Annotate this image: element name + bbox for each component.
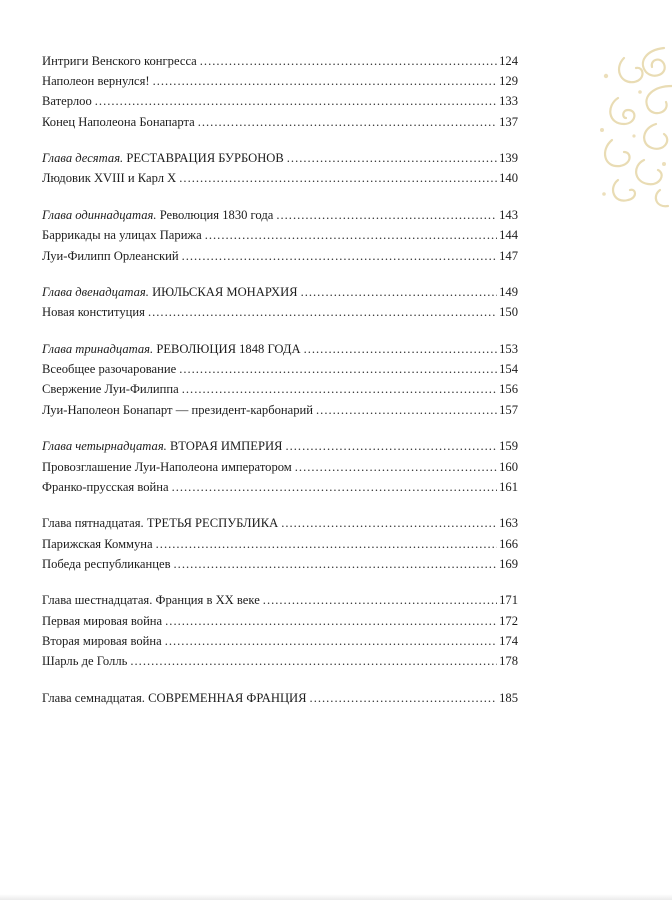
toc-entry[interactable] xyxy=(42,590,518,610)
toc-section xyxy=(42,148,518,188)
page-number: 169 xyxy=(499,556,518,571)
entry-title-text: Глава шестнадцатая. Франция в XX веке xyxy=(42,593,260,608)
toc-section xyxy=(42,339,518,420)
toc-entry[interactable] xyxy=(42,246,518,266)
dot-leader xyxy=(285,436,497,456)
toc-entry[interactable] xyxy=(42,651,518,671)
page-number: 161 xyxy=(499,479,518,494)
dot-leader xyxy=(310,688,498,708)
dot-leader xyxy=(172,477,498,497)
dot-leader xyxy=(205,225,497,245)
dot-leader xyxy=(304,339,498,359)
page-number: 163 xyxy=(499,516,518,531)
toc-entry-title xyxy=(42,91,95,111)
entry-title-text: ВТОРАЯ ИМПЕРИЯ xyxy=(169,439,283,454)
page-number: 174 xyxy=(499,633,518,648)
toc-section xyxy=(42,282,518,322)
page-number: 157 xyxy=(499,402,518,417)
page-number: 149 xyxy=(499,285,518,300)
toc-entry-title xyxy=(42,205,276,225)
page-number: 153 xyxy=(499,342,518,357)
dot-leader xyxy=(200,51,497,71)
toc-entry[interactable] xyxy=(42,302,518,322)
dot-leader xyxy=(182,379,497,399)
toc-entry[interactable] xyxy=(42,457,518,477)
entry-title-text: Победа республиканцев xyxy=(42,556,171,571)
page-number: 139 xyxy=(499,151,518,166)
toc-entry-title xyxy=(42,688,310,708)
toc-entry[interactable] xyxy=(42,513,518,533)
toc-entry-title xyxy=(42,246,182,266)
entry-title-text: Луи-Наполеон Бонапарт — президент-карбонарий xyxy=(42,402,314,417)
toc-entry-title xyxy=(42,51,200,71)
toc-entry-title xyxy=(42,477,172,497)
toc-entry[interactable] xyxy=(42,112,518,132)
toc-entry[interactable] xyxy=(42,534,518,554)
toc-entry-title xyxy=(42,379,182,399)
chapter-label: Глава одиннадцатая. xyxy=(42,208,157,223)
toc-entry[interactable] xyxy=(42,400,518,420)
entry-title-text: Всеобщее разочарование xyxy=(42,362,177,377)
page-number: 178 xyxy=(499,654,518,668)
page-number: 156 xyxy=(499,382,518,397)
toc-entry[interactable] xyxy=(42,611,518,631)
toc-section xyxy=(42,513,518,574)
page-number: 185 xyxy=(499,690,518,705)
entry-title-text: Глава семнадцатая. СОВРЕМЕННАЯ ФРАНЦИЯ xyxy=(42,690,307,705)
page-number: 147 xyxy=(499,248,518,263)
dot-leader xyxy=(130,651,497,671)
toc-entry-title xyxy=(42,631,165,651)
toc-entry-title xyxy=(42,611,165,631)
chapter-label: Глава двенадцатая. xyxy=(42,285,149,300)
entry-title-text: Глава пятнадцатая. ТРЕТЬЯ РЕСПУБЛИКА xyxy=(42,516,279,531)
toc-section xyxy=(42,688,518,708)
toc-section xyxy=(42,590,518,671)
toc-entry-title xyxy=(42,457,295,477)
toc-entry-title xyxy=(42,282,301,302)
toc-entry-title xyxy=(42,651,130,671)
toc-entry[interactable] xyxy=(42,205,518,225)
toc-entry[interactable] xyxy=(42,379,518,399)
dot-leader xyxy=(179,359,497,379)
toc-section xyxy=(42,436,518,497)
entry-title-text: ИЮЛЬСКАЯ МОНАРХИЯ xyxy=(152,285,298,300)
entry-title-text: Баррикады на улицах Парижа xyxy=(42,228,202,243)
page-number: 150 xyxy=(499,305,518,320)
entry-title-text: Первая мировая война xyxy=(42,613,163,628)
page-number: 144 xyxy=(499,228,518,243)
toc-entry[interactable] xyxy=(42,359,518,379)
page-number: 133 xyxy=(499,94,518,109)
entry-title-text: Шарль де Голль xyxy=(42,654,128,668)
toc-entry-title xyxy=(42,400,316,420)
page-number: 143 xyxy=(499,208,518,223)
dot-leader xyxy=(316,400,497,420)
toc-entry-title xyxy=(42,436,285,456)
toc-entry[interactable] xyxy=(42,168,518,188)
dot-leader xyxy=(198,112,497,132)
toc-entry[interactable] xyxy=(42,71,518,91)
dot-leader xyxy=(174,554,498,574)
toc-entry[interactable] xyxy=(42,225,518,245)
dot-leader xyxy=(156,534,497,554)
toc-entry-title xyxy=(42,359,179,379)
toc-entry[interactable] xyxy=(42,51,518,71)
toc-entry-title xyxy=(42,590,263,610)
dot-leader xyxy=(276,205,497,225)
toc-entry[interactable] xyxy=(42,436,518,456)
entry-title-text: Парижская Коммуна xyxy=(42,536,153,551)
dot-leader xyxy=(165,611,497,631)
entry-title-text: Свержение Луи-Филиппа xyxy=(42,382,179,397)
chapter-label: Глава четырнадцатая. xyxy=(42,439,167,454)
decorative-flourish-icon xyxy=(594,40,672,210)
page-number: 166 xyxy=(499,536,518,551)
dot-leader xyxy=(295,457,497,477)
toc-entry-title xyxy=(42,71,153,91)
entry-title-text: Франко-прусская война xyxy=(42,479,169,494)
entry-title-text: РЕВОЛЮЦИЯ 1848 ГОДА xyxy=(156,342,301,357)
entry-title-text: Ватерлоо xyxy=(42,94,92,109)
toc-entry[interactable] xyxy=(42,339,518,359)
toc-entry[interactable] xyxy=(42,91,518,111)
dot-leader xyxy=(148,302,497,322)
page-number: 160 xyxy=(499,459,518,474)
dot-leader xyxy=(179,168,497,188)
dot-leader xyxy=(165,631,497,651)
chapter-label: Глава десятая. xyxy=(42,151,124,166)
toc-entry-title xyxy=(42,554,174,574)
toc-entry[interactable] xyxy=(42,631,518,651)
entry-title-text: Наполеон вернулся! xyxy=(42,74,150,89)
page-number: 154 xyxy=(499,362,518,377)
toc-entry-title xyxy=(42,513,281,533)
toc-entry[interactable] xyxy=(42,148,518,168)
page-number: 159 xyxy=(499,439,518,454)
page-number: 129 xyxy=(499,74,518,89)
entry-title-text: Людовик XVIII и Карл X xyxy=(42,171,177,186)
toc-entry-title xyxy=(42,112,198,132)
toc-entry[interactable] xyxy=(42,282,518,302)
entry-title-text: Интриги Венского конгресса xyxy=(42,54,197,68)
dot-leader xyxy=(301,282,498,302)
entry-title-text: Конец Наполеона Бонапарта xyxy=(42,114,195,129)
dot-leader xyxy=(281,513,497,533)
dot-leader xyxy=(263,590,497,610)
toc-section xyxy=(42,205,518,266)
toc-entry[interactable] xyxy=(42,688,518,708)
entry-title-text: Революция 1830 года xyxy=(159,208,274,223)
toc-entry-title xyxy=(42,339,304,359)
entry-title-text: Провозглашение Луи-Наполеона императором xyxy=(42,459,292,474)
page-number: 171 xyxy=(499,593,518,608)
toc-entry[interactable] xyxy=(42,477,518,497)
chapter-label: Глава тринадцатая. xyxy=(42,342,154,357)
page-number: 172 xyxy=(499,613,518,628)
entry-title-text: РЕСТАВРАЦИЯ БУРБОНОВ xyxy=(126,151,284,166)
toc-entry-title xyxy=(42,225,205,245)
dot-leader xyxy=(95,91,497,111)
toc-entry-title xyxy=(42,534,156,554)
dot-leader xyxy=(153,71,498,91)
page-number: 137 xyxy=(499,114,518,129)
page-number: 140 xyxy=(499,171,518,186)
page-number: 124 xyxy=(499,54,518,68)
toc-entry-title xyxy=(42,148,287,168)
toc-entry[interactable] xyxy=(42,554,518,574)
toc-entry-title xyxy=(42,302,148,322)
entry-title-text: Вторая мировая война xyxy=(42,633,162,648)
dot-leader xyxy=(182,246,498,266)
toc-entry-title xyxy=(42,168,179,188)
entry-title-text: Новая конституция xyxy=(42,305,145,320)
entry-title-text: Луи-Филипп Орлеанский xyxy=(42,248,179,263)
toc-section xyxy=(42,51,518,132)
page-edge-shadow xyxy=(0,894,672,900)
dot-leader xyxy=(287,148,497,168)
table-of-contents xyxy=(42,51,518,724)
